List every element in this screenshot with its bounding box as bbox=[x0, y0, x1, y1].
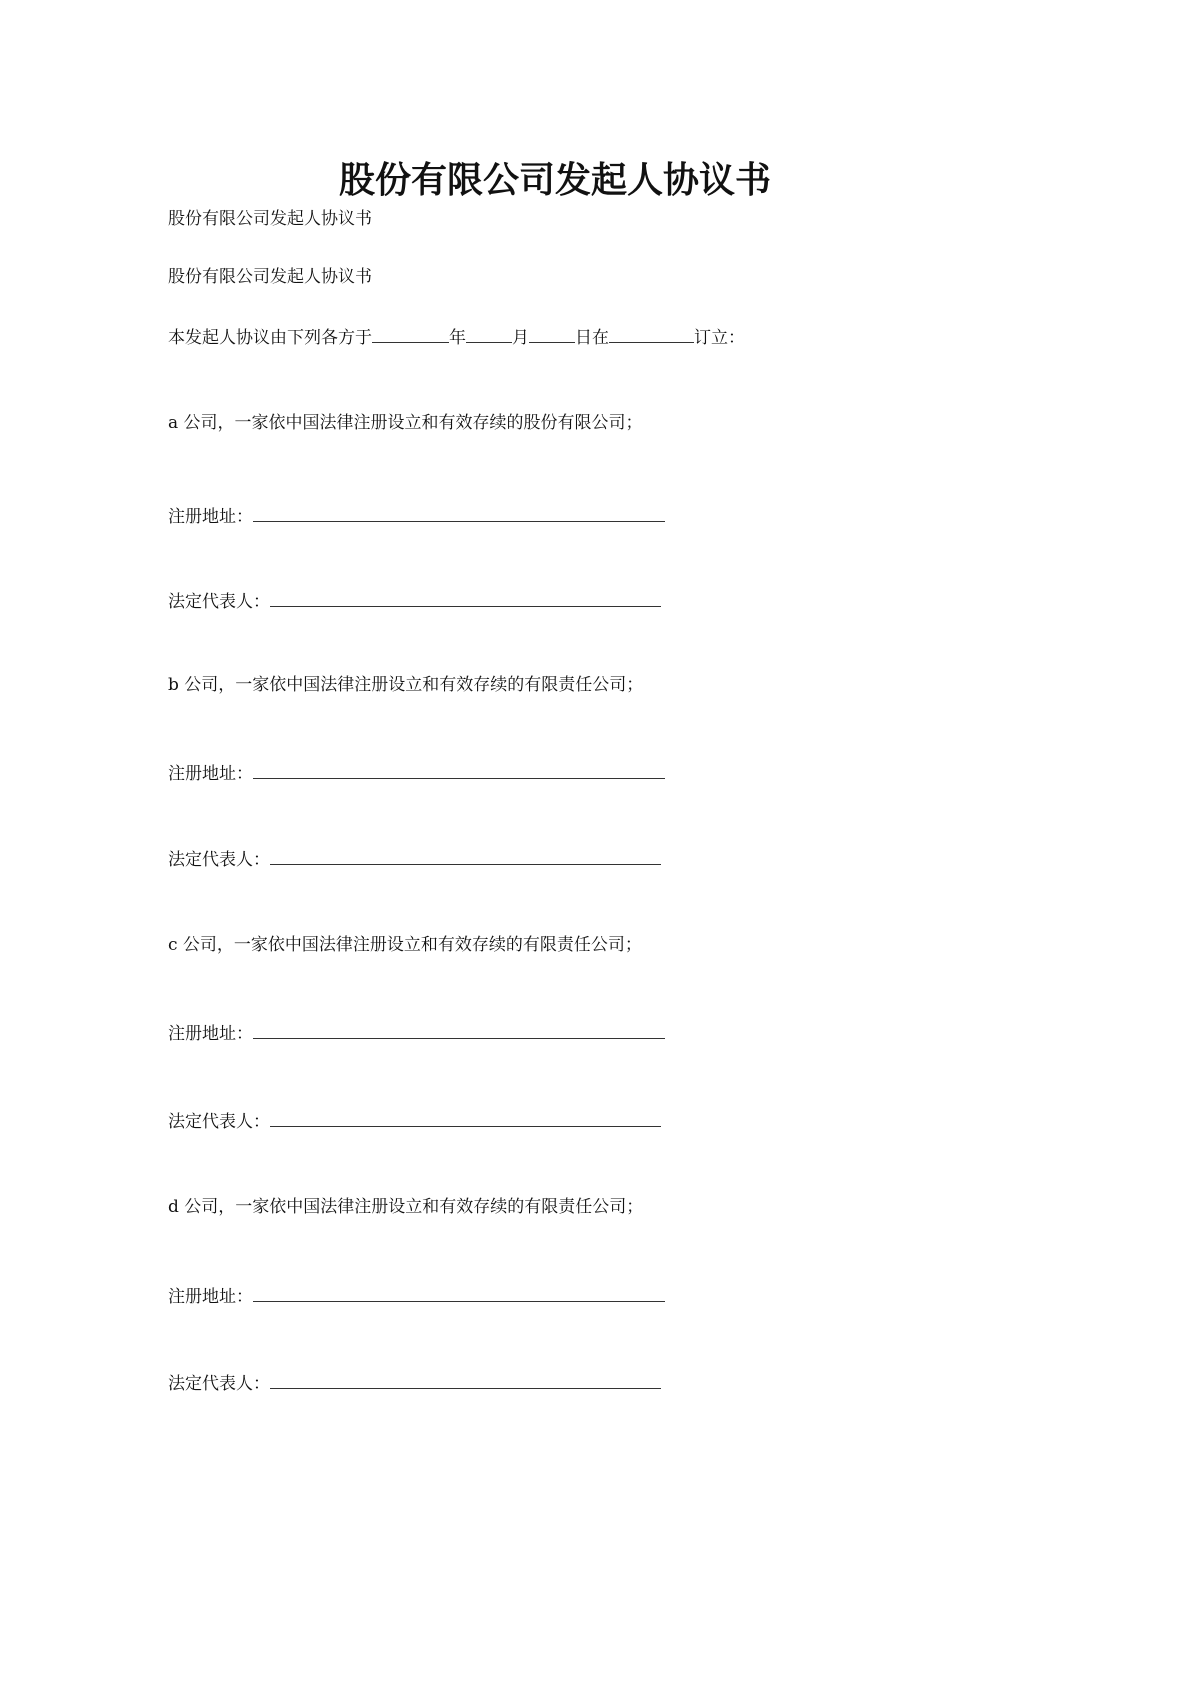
party-address bbox=[168, 1020, 665, 1046]
party-rep bbox=[168, 846, 661, 872]
rep-blank bbox=[270, 1108, 661, 1127]
rep-label: 法定代表人： bbox=[168, 1374, 270, 1394]
party-address bbox=[168, 503, 665, 529]
date-line bbox=[168, 324, 745, 350]
day-blank bbox=[529, 324, 575, 343]
month-blank bbox=[466, 324, 512, 343]
year-blank bbox=[372, 324, 449, 343]
rep-blank bbox=[270, 588, 661, 607]
address-blank bbox=[253, 1020, 665, 1039]
rep-blank bbox=[270, 1370, 661, 1389]
day-label: 日在 bbox=[575, 328, 609, 348]
date-prefix: 本发起人协议由下列各方于 bbox=[168, 328, 372, 348]
date-suffix: 订立： bbox=[694, 328, 745, 348]
rep-label: 法定代表人： bbox=[168, 850, 270, 870]
rep-label: 法定代表人： bbox=[168, 1112, 270, 1132]
month-label: 月 bbox=[512, 328, 529, 348]
party-rep bbox=[168, 588, 661, 614]
address-blank bbox=[253, 503, 665, 522]
address-label: 注册地址： bbox=[168, 764, 253, 784]
place-blank bbox=[609, 324, 694, 343]
party-address bbox=[168, 760, 665, 786]
subtitle: 股份有限公司发起人协议书 bbox=[168, 267, 372, 287]
rep-label: 法定代表人： bbox=[168, 592, 270, 612]
address-blank bbox=[253, 760, 665, 779]
subtitle: 股份有限公司发起人协议书 bbox=[168, 209, 372, 229]
party-desc: b 公司，一家依中国法律注册设立和有效存续的有限责任公司； bbox=[168, 675, 644, 695]
party-desc: a 公司，一家依中国法律注册设立和有效存续的股份有限公司； bbox=[168, 413, 643, 433]
party-address bbox=[168, 1283, 665, 1309]
year-label: 年 bbox=[449, 328, 466, 348]
address-blank bbox=[253, 1283, 665, 1302]
address-label: 注册地址： bbox=[168, 1024, 253, 1044]
address-label: 注册地址： bbox=[168, 507, 253, 527]
party-rep bbox=[168, 1370, 661, 1396]
party-rep bbox=[168, 1108, 661, 1134]
party-desc: c 公司，一家依中国法律注册设立和有效存续的有限责任公司； bbox=[168, 935, 642, 955]
rep-blank bbox=[270, 846, 661, 865]
document-title: 股份有限公司发起人协议书 bbox=[338, 160, 771, 201]
party-desc: d 公司，一家依中国法律注册设立和有效存续的有限责任公司； bbox=[168, 1197, 644, 1217]
address-label: 注册地址： bbox=[168, 1287, 253, 1307]
